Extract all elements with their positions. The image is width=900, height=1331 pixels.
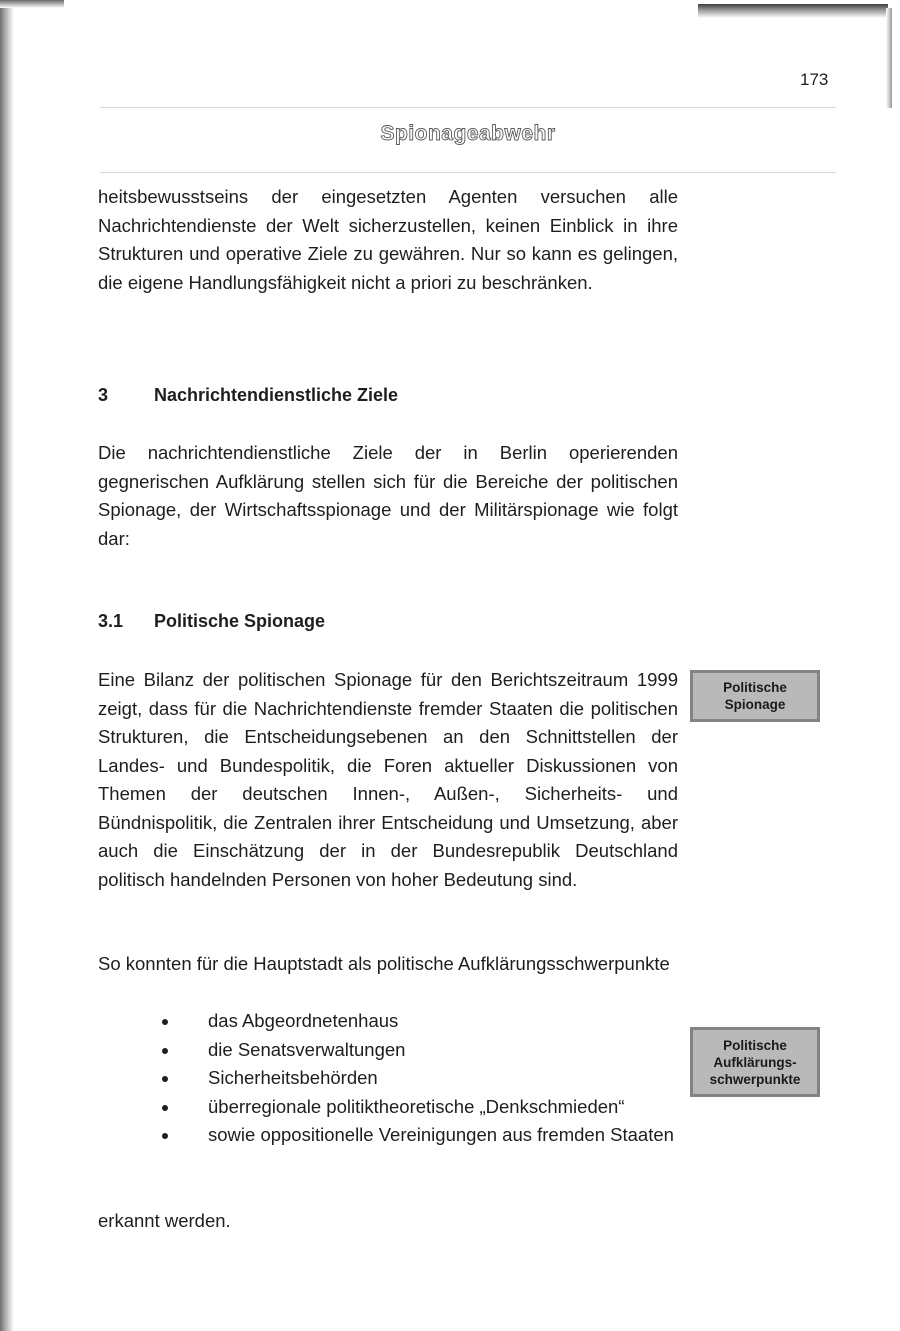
section-3-1-paragraph-1: Eine Bilanz der politischen Spionage für den Berichtszeitraum 1999 zeigt, dass für die Nachrichtendienste fremder Staaten die politischen Strukturen, die Entscheidungsebenen an den Schnittstellen der Landes- und Bundespolitik, die Foren aktueller Diskussionen von Themen der deutschen Innen-, Außen-, Sicherheits- und Bündnispolitik, die Zentralen ihrer Entscheidung und Umsetzung, aber auch die Einschätzung der in der Bundesrepublik Deutschland politisch handelnden Personen von hoher Bedeutung sind. [98, 669, 678, 890]
scan-shadow-right [886, 8, 892, 108]
margin-note-line: Politische [723, 680, 787, 695]
margin-note-line: Aufklärungs- [713, 1054, 797, 1070]
target-list [150, 1007, 678, 1150]
intro-paragraph: heitsbewusstseins der eingesetzten Agenten versuchen alle Nachrichtendienste der Welt sicherzustellen, keinen Einblick in ihre Strukturen und operative Ziele zu gewähren. Nur so kann es gelingen, die eigene Handlungsfähigkeit nicht a priori zu beschränken. [98, 186, 678, 293]
list-item [150, 1121, 678, 1150]
bullet-icon [162, 1076, 168, 1082]
list-item-text: Sicherheitsbehörden [208, 1067, 378, 1088]
list-item [150, 1064, 678, 1093]
list-item [150, 1007, 678, 1036]
page-number: 173 [800, 70, 829, 89]
list-item-text: sowie oppositionelle Vereinigungen aus fremden Staaten [208, 1124, 674, 1145]
scan-shadow-top-right [698, 4, 888, 18]
list-item-text: überregionale politiktheoretische „Denkschmieden“ [208, 1095, 625, 1117]
bullet-icon [162, 1019, 168, 1025]
margin-note-aufklaerungsschwerpunkte [690, 1027, 820, 1097]
section-3-heading [98, 385, 398, 406]
scan-shadow-top [0, 0, 64, 8]
list-item-text: die Senatsverwaltungen [208, 1038, 406, 1060]
margin-note-text [710, 1037, 801, 1088]
bullet-icon [162, 1048, 168, 1054]
running-head: Spionageabwehr [380, 122, 556, 145]
section-3-1-number: 3.1 [98, 611, 124, 631]
margin-note-line: Politische [723, 1037, 787, 1053]
list-item [150, 1036, 678, 1065]
scan-shadow-left [0, 0, 14, 1331]
section-3-1-heading [98, 611, 325, 632]
section-3-1-closing: erkannt werden. [98, 1210, 231, 1231]
header-rule-bottom [100, 172, 836, 173]
section-3-1-title: Politische Spionage [154, 611, 326, 631]
section-3-title: Nachrichtendienstliche Ziele [154, 385, 399, 405]
section-3-paragraph: Die nachrichtendienstliche Ziele der in Berlin operierenden gegnerischen Aufklärung stellen sich für die Bereiche der politischen Spionage, der Wirtschaftsspionage und der Militärspionage wie folgt dar: [98, 442, 678, 549]
bullet-icon [162, 1105, 168, 1111]
margin-note-politische-spionage [690, 670, 820, 722]
margin-note-line: schwerpunkte [709, 1071, 801, 1087]
margin-note-text [723, 679, 787, 713]
list-item-text: das Abgeordnetenhaus [208, 1010, 399, 1031]
section-3-number: 3 [98, 385, 109, 405]
section-3-1-paragraph-2: So konnten für die Hauptstadt als politische Aufklärungsschwerpunkte [98, 953, 670, 974]
list-item [150, 1093, 678, 1122]
bullet-icon [162, 1133, 168, 1139]
header-rule-top [100, 107, 836, 108]
margin-note-line: Spionage [724, 697, 786, 712]
